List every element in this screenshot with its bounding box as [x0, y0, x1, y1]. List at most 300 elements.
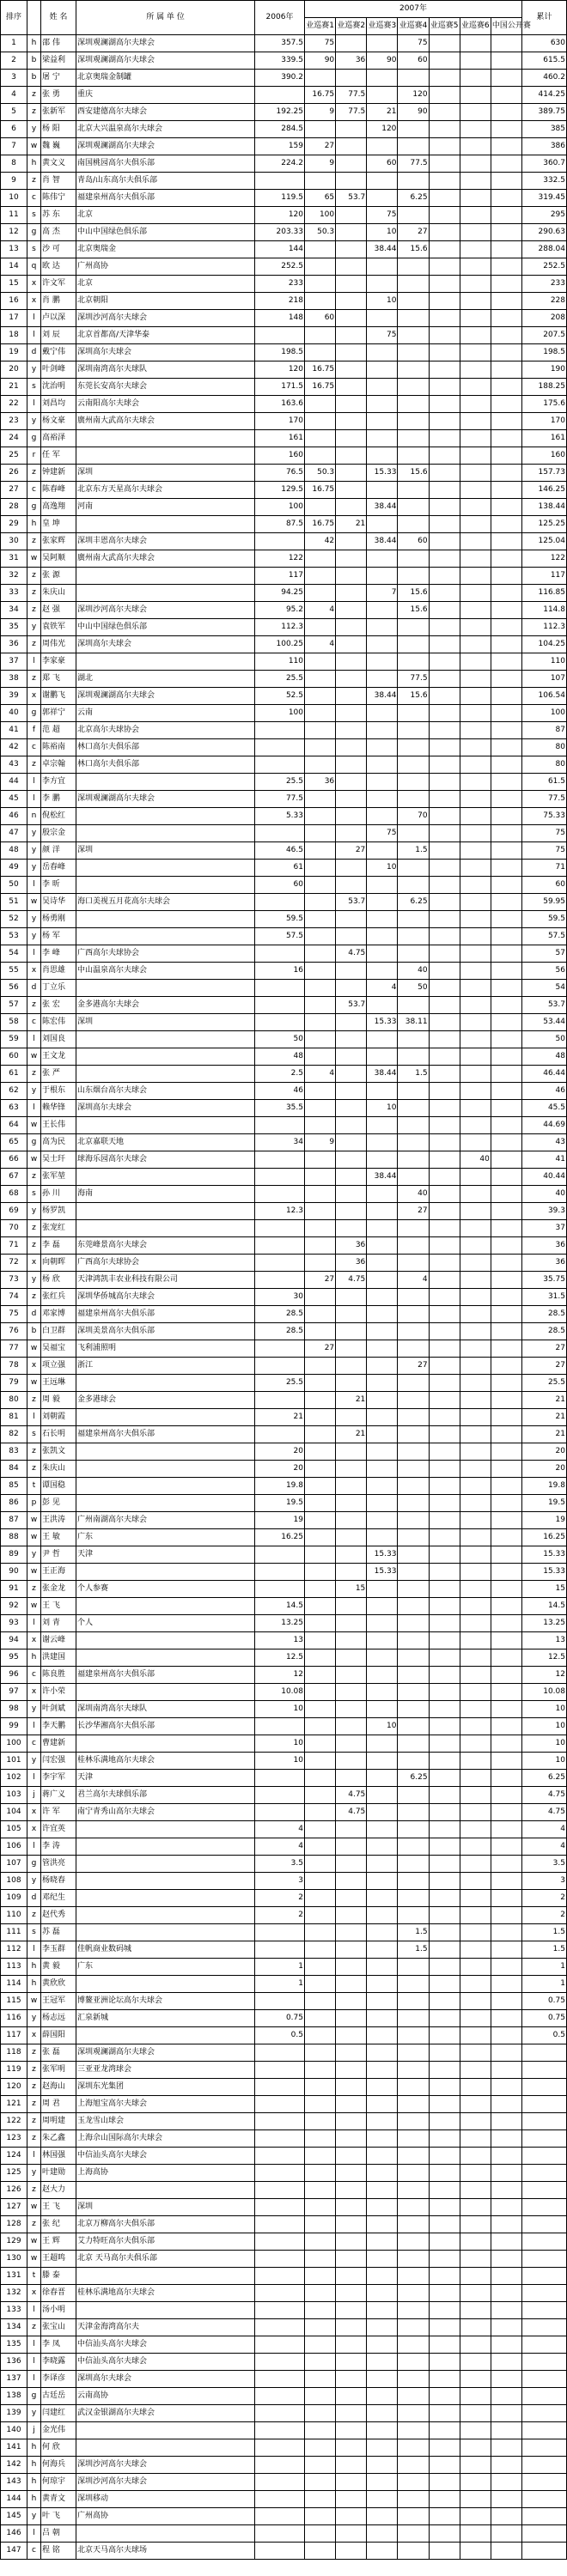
event-5-cell — [429, 2216, 460, 2233]
points-2006-cell: 10.08 — [255, 1684, 305, 1701]
event-4-cell — [398, 1890, 429, 1907]
event-5-cell — [429, 1907, 460, 1924]
event-6-cell — [460, 980, 491, 997]
event-3-cell — [367, 1443, 398, 1461]
points-2006-cell — [255, 2525, 305, 2543]
event-5-cell — [429, 396, 460, 413]
total-cell: 57 — [522, 945, 567, 963]
unit-cell: 南国桃园高尔夫俱乐部 — [76, 155, 255, 173]
total-cell — [522, 2405, 567, 2422]
rank-cell: 63 — [1, 1100, 27, 1117]
rank-cell: 80 — [1, 1392, 27, 1409]
unit-cell: 深圳 — [76, 1014, 255, 1031]
event-7-cell — [491, 842, 521, 860]
total-cell — [522, 2336, 567, 2354]
event-5-cell — [429, 928, 460, 945]
total-cell: 54 — [522, 980, 567, 997]
rank-cell: 45 — [1, 791, 27, 808]
total-cell: 31.5 — [522, 1289, 567, 1306]
group-cell: y — [27, 121, 41, 138]
event-7-cell — [491, 1993, 521, 2010]
event-3-cell: 38.44 — [367, 241, 398, 258]
header-rank: 排序 — [1, 1, 27, 35]
event-5-cell — [429, 155, 460, 173]
event-4-cell — [398, 1117, 429, 1134]
rank-cell: 138 — [1, 2388, 27, 2405]
event-6-cell — [460, 636, 491, 653]
table-row — [1, 499, 567, 516]
total-cell: 43 — [522, 1134, 567, 1151]
event-4-cell: 77.5 — [398, 671, 429, 688]
event-1-cell — [305, 1735, 336, 1753]
name-cell: 张 勇 — [41, 87, 76, 104]
event-5-cell — [429, 1066, 460, 1083]
total-cell: 175.6 — [522, 396, 567, 413]
event-2-cell — [336, 1083, 367, 1100]
event-6-cell — [460, 1512, 491, 1529]
table-row — [1, 1787, 567, 1804]
group-cell: x — [27, 1821, 41, 1838]
event-4-cell — [398, 1821, 429, 1838]
event-7-cell — [491, 2319, 521, 2336]
event-7-cell — [491, 121, 521, 138]
unit-cell: 深圳观澜湖高尔夫球会 — [76, 138, 255, 155]
event-1-cell — [305, 842, 336, 860]
table-row — [1, 1649, 567, 1667]
total-cell: 386 — [522, 138, 567, 155]
total-cell — [522, 2251, 567, 2268]
rank-cell: 143 — [1, 2474, 27, 2491]
event-6-cell — [460, 258, 491, 276]
table-row — [1, 1255, 567, 1272]
event-2-cell — [336, 1306, 367, 1323]
unit-cell: 深圳南湾高尔夫球队 — [76, 1701, 255, 1718]
event-7-cell — [491, 1529, 521, 1546]
event-2-cell — [336, 2251, 367, 2268]
event-6-cell — [460, 963, 491, 980]
name-cell: 谢鹏飞 — [41, 688, 76, 705]
unit-cell — [76, 1220, 255, 1237]
event-4-cell — [398, 2130, 429, 2148]
total-cell: 10 — [522, 1718, 567, 1735]
total-cell: 630 — [522, 35, 567, 52]
event-2-cell — [336, 379, 367, 396]
event-7-cell — [491, 1203, 521, 1220]
table-row — [1, 1976, 567, 1993]
points-2006-cell — [255, 722, 305, 739]
event-2-cell — [336, 2062, 367, 2079]
event-2-cell — [336, 413, 367, 430]
points-2006-cell: 19 — [255, 1512, 305, 1529]
event-6-cell: 40 — [460, 1151, 491, 1169]
total-cell: 332.5 — [522, 173, 567, 190]
event-4-cell — [398, 1220, 429, 1237]
event-5-cell — [429, 533, 460, 550]
table-row — [1, 774, 567, 791]
event-6-cell — [460, 2165, 491, 2182]
table-row — [1, 2388, 567, 2405]
points-2006-cell: 0.5 — [255, 2027, 305, 2044]
name-cell: 卓宗翰 — [41, 756, 76, 774]
points-2006-cell: 4 — [255, 1821, 305, 1838]
group-cell: h — [27, 1959, 41, 1976]
event-5-cell — [429, 585, 460, 602]
points-2006-cell — [255, 739, 305, 756]
event-5-cell — [429, 568, 460, 585]
rank-cell: 82 — [1, 1426, 27, 1443]
unit-cell — [76, 447, 255, 465]
event-1-cell: 16.75 — [305, 361, 336, 379]
event-7-cell — [491, 516, 521, 533]
event-5-cell — [429, 997, 460, 1014]
group-cell: w — [27, 894, 41, 911]
table-row — [1, 550, 567, 568]
event-3-cell — [367, 653, 398, 671]
event-7-cell — [491, 1787, 521, 1804]
event-7-cell — [491, 997, 521, 1014]
event-1-cell — [305, 1838, 336, 1856]
event-4-cell: 27 — [398, 1358, 429, 1375]
event-3-cell: 21 — [367, 104, 398, 121]
event-2-cell — [336, 1031, 367, 1048]
event-2-cell: 4.75 — [336, 1804, 367, 1821]
event-4-cell — [398, 1684, 429, 1701]
event-1-cell — [305, 1117, 336, 1134]
rank-cell: 56 — [1, 980, 27, 997]
event-7-cell — [491, 1838, 521, 1856]
event-6-cell — [460, 224, 491, 241]
unit-cell: 深圳沙河高尔夫球会 — [76, 2457, 255, 2474]
event-6-cell — [460, 1478, 491, 1495]
event-1-cell — [305, 2130, 336, 2148]
rank-cell: 5 — [1, 104, 27, 121]
unit-cell: 北京天马高尔夫球场 — [76, 2543, 255, 2560]
event-1-cell — [305, 1856, 336, 1873]
total-cell: 106.54 — [522, 688, 567, 705]
rank-cell: 43 — [1, 756, 27, 774]
event-4-cell — [398, 997, 429, 1014]
event-2-cell — [336, 2199, 367, 2216]
points-2006-cell — [255, 2130, 305, 2148]
event-5-cell — [429, 722, 460, 739]
header-total: 累计 — [522, 1, 567, 35]
event-7-cell — [491, 52, 521, 70]
event-2-cell — [336, 911, 367, 928]
total-cell: 319.45 — [522, 190, 567, 207]
event-7-cell — [491, 1735, 521, 1753]
total-cell: 2 — [522, 1907, 567, 1924]
name-cell: 邵 伟 — [41, 35, 76, 52]
points-2006-cell — [255, 2388, 305, 2405]
points-2006-cell: 50 — [255, 1031, 305, 1048]
points-2006-cell — [255, 2371, 305, 2388]
event-2-cell — [336, 2422, 367, 2439]
event-6-cell — [460, 1323, 491, 1340]
group-cell: z — [27, 602, 41, 619]
header-event-2: 业巡赛2 — [336, 18, 367, 35]
unit-cell: 福建泉州高尔夫俱乐部 — [76, 1667, 255, 1684]
event-4-cell — [398, 2474, 429, 2491]
event-2-cell — [336, 705, 367, 722]
event-2-cell — [336, 2113, 367, 2130]
event-2-cell — [336, 1014, 367, 1031]
event-6-cell — [460, 928, 491, 945]
group-cell: j — [27, 2422, 41, 2439]
rank-cell: 83 — [1, 1443, 27, 1461]
event-5-cell — [429, 1976, 460, 1993]
table-row — [1, 1203, 567, 1220]
event-1-cell — [305, 1581, 336, 1598]
event-1-cell — [305, 1770, 336, 1787]
event-2-cell: 27 — [336, 842, 367, 860]
name-cell: 沈治明 — [41, 379, 76, 396]
rank-cell: 102 — [1, 1770, 27, 1787]
event-6-cell — [460, 1495, 491, 1512]
total-cell — [522, 2508, 567, 2525]
name-cell: 岳春峰 — [41, 860, 76, 877]
points-2006-cell: 117 — [255, 568, 305, 585]
group-cell: x — [27, 1632, 41, 1649]
rank-cell: 94 — [1, 1632, 27, 1649]
event-1-cell — [305, 1048, 336, 1066]
total-cell: 40.44 — [522, 1169, 567, 1186]
group-cell: y — [27, 1203, 41, 1220]
points-2006-cell: 94.25 — [255, 585, 305, 602]
rank-cell: 23 — [1, 413, 27, 430]
points-2006-cell: 357.5 — [255, 35, 305, 52]
event-6-cell — [460, 1169, 491, 1186]
rank-cell: 16 — [1, 293, 27, 310]
unit-cell: 广州高协 — [76, 2508, 255, 2525]
table-row — [1, 877, 567, 894]
event-2-cell — [336, 774, 367, 791]
event-4-cell — [398, 860, 429, 877]
rank-cell: 48 — [1, 842, 27, 860]
event-3-cell — [367, 1649, 398, 1667]
name-cell: 薛国阳 — [41, 2027, 76, 2044]
event-7-cell — [491, 1426, 521, 1443]
event-4-cell — [398, 1443, 429, 1461]
event-5-cell — [429, 121, 460, 138]
event-3-cell: 4 — [367, 980, 398, 997]
group-cell: d — [27, 1306, 41, 1323]
points-2006-cell: 120 — [255, 207, 305, 224]
event-7-cell — [491, 241, 521, 258]
points-2006-cell: 112.3 — [255, 619, 305, 636]
event-7-cell — [491, 327, 521, 344]
unit-cell — [76, 774, 255, 791]
table-row — [1, 1443, 567, 1461]
event-7-cell — [491, 293, 521, 310]
event-1-cell — [305, 1220, 336, 1237]
unit-cell: 中山温泉高尔夫球会 — [76, 963, 255, 980]
rank-cell: 41 — [1, 722, 27, 739]
event-7-cell — [491, 1358, 521, 1375]
event-1-cell — [305, 653, 336, 671]
event-1-cell — [305, 1186, 336, 1203]
event-7-cell — [491, 138, 521, 155]
group-cell: l — [27, 1718, 41, 1735]
table-row — [1, 293, 567, 310]
event-3-cell — [367, 2302, 398, 2319]
total-cell: 60 — [522, 877, 567, 894]
group-cell: h — [27, 35, 41, 52]
event-6-cell — [460, 2233, 491, 2251]
event-5-cell — [429, 1856, 460, 1873]
rank-cell: 51 — [1, 894, 27, 911]
event-3-cell — [367, 636, 398, 653]
unit-cell — [76, 568, 255, 585]
event-4-cell — [398, 1787, 429, 1804]
total-cell: 6.25 — [522, 1770, 567, 1787]
table-row — [1, 2491, 567, 2508]
event-6-cell — [460, 2130, 491, 2148]
group-cell: y — [27, 361, 41, 379]
unit-cell: 深圳观澜湖高尔夫球会 — [76, 2044, 255, 2062]
event-3-cell — [367, 997, 398, 1014]
rank-cell: 38 — [1, 671, 27, 688]
table-row — [1, 310, 567, 327]
event-2-cell — [336, 2096, 367, 2113]
rank-cell: 15 — [1, 276, 27, 293]
name-cell: 黄 毅 — [41, 1959, 76, 1976]
event-3-cell — [367, 1976, 398, 1993]
event-7-cell — [491, 1632, 521, 1649]
rank-cell: 61 — [1, 1066, 27, 1083]
event-3-cell — [367, 1461, 398, 1478]
event-5-cell — [429, 482, 460, 499]
event-2-cell — [336, 499, 367, 516]
event-7-cell — [491, 2062, 521, 2079]
event-7-cell — [491, 1478, 521, 1495]
event-7-cell — [491, 190, 521, 207]
event-7-cell — [491, 911, 521, 928]
event-4-cell — [398, 1959, 429, 1976]
name-cell: 高逸翔 — [41, 499, 76, 516]
total-cell: 71 — [522, 860, 567, 877]
event-1-cell — [305, 2148, 336, 2165]
name-cell: 戴宁伟 — [41, 344, 76, 361]
points-2006-cell: 20 — [255, 1443, 305, 1461]
points-2006-cell — [255, 2199, 305, 2216]
total-cell — [522, 2422, 567, 2439]
points-2006-cell: 390.2 — [255, 70, 305, 87]
table-row — [1, 1083, 567, 1100]
event-4-cell: 27 — [398, 224, 429, 241]
event-3-cell — [367, 1134, 398, 1151]
event-4-cell — [398, 2148, 429, 2165]
name-cell: 张家辉 — [41, 533, 76, 550]
table-row — [1, 1804, 567, 1821]
total-cell: 50 — [522, 1031, 567, 1048]
event-1-cell — [305, 276, 336, 293]
points-2006-cell: 203.33 — [255, 224, 305, 241]
event-1-cell — [305, 1873, 336, 1890]
event-1-cell — [305, 1323, 336, 1340]
group-cell: z — [27, 2216, 41, 2233]
event-3-cell — [367, 2491, 398, 2508]
event-3-cell — [367, 911, 398, 928]
table-row — [1, 1340, 567, 1358]
table-row — [1, 1632, 567, 1649]
name-cell: 李玉群 — [41, 1941, 76, 1959]
event-1-cell: 27 — [305, 138, 336, 155]
rank-cell: 40 — [1, 705, 27, 722]
event-7-cell — [491, 1392, 521, 1409]
total-cell: 414.25 — [522, 87, 567, 104]
points-2006-cell: 52.5 — [255, 688, 305, 705]
event-3-cell — [367, 70, 398, 87]
total-cell: 10 — [522, 1753, 567, 1770]
total-cell: 288.04 — [522, 241, 567, 258]
total-cell — [522, 2130, 567, 2148]
event-1-cell — [305, 1890, 336, 1907]
rank-cell: 93 — [1, 1615, 27, 1632]
event-5-cell — [429, 671, 460, 688]
table-row — [1, 1066, 567, 1083]
event-2-cell — [336, 241, 367, 258]
group-cell: y — [27, 2405, 41, 2422]
table-row — [1, 1564, 567, 1581]
name-cell: 黄文义 — [41, 155, 76, 173]
event-3-cell — [367, 2354, 398, 2371]
event-2-cell — [336, 653, 367, 671]
group-cell: s — [27, 1924, 41, 1941]
unit-cell: 福建泉州高尔夫俱乐部 — [76, 190, 255, 207]
event-6-cell — [460, 1066, 491, 1083]
event-2-cell — [336, 2079, 367, 2096]
event-3-cell — [367, 2388, 398, 2405]
total-cell — [522, 2439, 567, 2457]
event-3-cell — [367, 482, 398, 499]
name-cell: 王 飞 — [41, 2199, 76, 2216]
event-2-cell — [336, 1409, 367, 1426]
event-1-cell — [305, 1375, 336, 1392]
name-cell: 张 宏 — [41, 997, 76, 1014]
group-cell: h — [27, 2491, 41, 2508]
event-5-cell — [429, 430, 460, 447]
event-2-cell — [336, 465, 367, 482]
points-2006-cell: 46 — [255, 1083, 305, 1100]
group-cell: z — [27, 1220, 41, 1237]
event-4-cell — [398, 1529, 429, 1546]
unit-cell: 深圳南湾高尔夫球队 — [76, 361, 255, 379]
group-cell: w — [27, 2233, 41, 2251]
total-cell: 87 — [522, 722, 567, 739]
table-row — [1, 1306, 567, 1323]
event-6-cell — [460, 2543, 491, 2560]
event-6-cell — [460, 1289, 491, 1306]
event-5-cell — [429, 52, 460, 70]
table-row — [1, 2302, 567, 2319]
unit-cell — [76, 1048, 255, 1066]
event-5-cell — [429, 1684, 460, 1701]
event-1-cell — [305, 2199, 336, 2216]
event-5-cell — [429, 276, 460, 293]
name-cell: 吴阿顺 — [41, 550, 76, 568]
event-2-cell — [336, 2319, 367, 2336]
event-1-cell: 50.3 — [305, 224, 336, 241]
rank-cell: 62 — [1, 1083, 27, 1100]
name-cell: 何琼宇 — [41, 2474, 76, 2491]
total-cell — [522, 2525, 567, 2543]
event-4-cell — [398, 2354, 429, 2371]
group-cell: l — [27, 2354, 41, 2371]
event-3-cell — [367, 2233, 398, 2251]
event-7-cell — [491, 980, 521, 997]
event-1-cell — [305, 2010, 336, 2027]
event-5-cell — [429, 636, 460, 653]
